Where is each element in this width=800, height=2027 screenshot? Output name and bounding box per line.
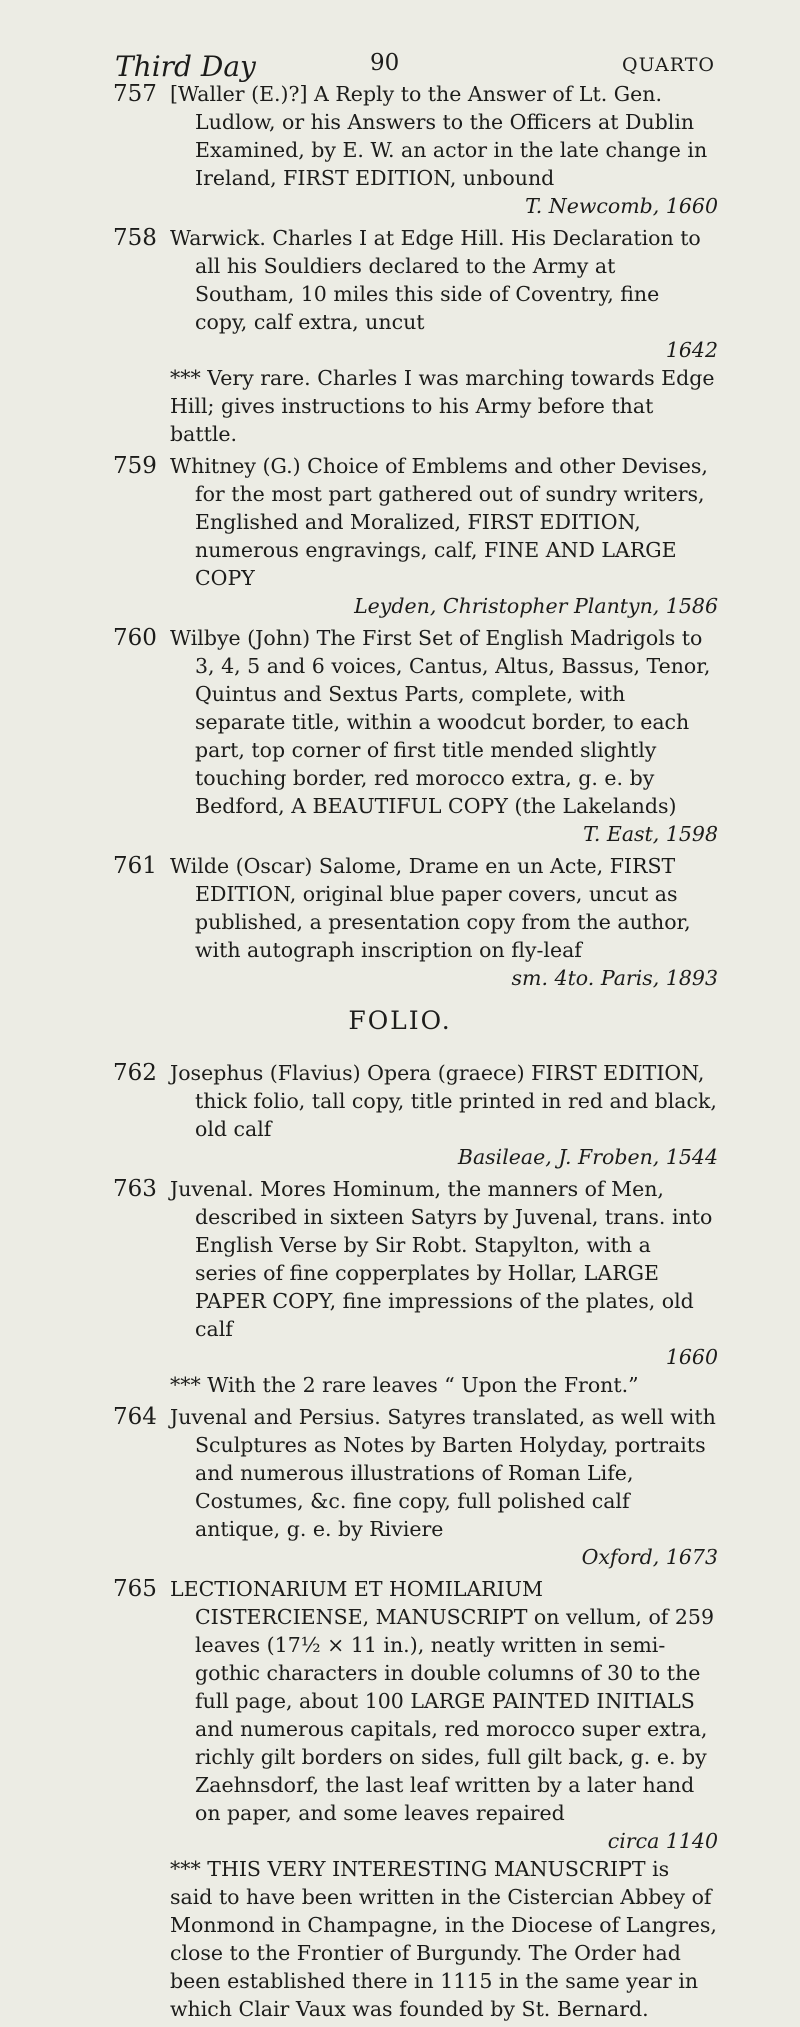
entry-description: Wilbye (John) The First Set of English Madrigols to 3, 4, 5 and 6 voices, Cantus, Altus, Bassus, Tenor, Quintus and Sextus Parts, complete, with separate title, within a woodcut border, to each part, top corner of first title mended slightly touching border, red morocco extra, g. e. by Bedford, A BEAUTIFUL COPY (the Lakelands) [170,626,711,818]
day-label: Third Day [115,50,256,83]
entry-note: *** With the 2 rare leaves “ Upon the Front.” [170,1373,639,1397]
lot-number: 765 [113,1576,157,1602]
entry-description: Josephus (Flavius) Opera (graece) FIRST EDITION, thick folio, tall copy, title printed in red and black, old calf [170,1061,717,1141]
catalogue-entry [0,1403,800,1571]
entry-imprint: Oxford, 1673 [581,1545,718,1569]
entry-description: Juvenal. Mores Hominum, the manners of Men, described in sixteen Satyrs by Juvenal, trans. into English Verse by Sir Robt. Stapylton, with a series of fine copperplates by Hollar, LARGE PAPER COPY, fine impressions of the plates, old calf [170,1177,713,1341]
entry-note: *** THIS VERY INTERESTING MANUSCRIPT is said to have been written in the Cistercian Abbey of Monmond in Champagne, in the Diocese of Langres, close to the Frontier of Burgundy. The Order had been established there in 1115 in the same year in which Clair Vaux was founded by St. Bernard. [170,1857,717,2021]
catalogue-entry [0,852,800,992]
catalogue-entry [0,80,800,220]
entry-note: *** Very rare. Charles I was marching towards Edge Hill; gives instructions to his Army before that battle. [170,366,715,446]
entry-imprint: 1642 [665,338,718,362]
catalogue-entry [0,452,800,620]
section-heading: FOLIO. [348,1006,452,1035]
catalogue-entry [0,1175,800,1399]
lot-number: 759 [113,453,157,479]
lot-number: 763 [113,1176,157,1202]
page-header [115,50,715,84]
entry-imprint: Leyden, Christopher Plantyn, 1586 [354,594,718,618]
entry-description: Whitney (G.) Choice of Emblems and other Devises, for the most part gathered out of sundry writers, Englished and Moralized, FIRST EDITION, numerous engravings, calf, FINE AND LARGE COPY [170,454,708,590]
catalogue-entry [0,624,800,848]
format-label: QUARTO [622,54,715,76]
lot-number: 760 [113,625,157,651]
entry-imprint: T. Newcomb, 1660 [525,194,718,218]
catalogue-entry [0,1575,800,2023]
entry-description: [Waller (E.)?] A Reply to the Answer of Lt. Gen. Ludlow, or his Answers to the Officers at Dublin Examined, by E. W. an actor in the late change in Ireland, FIRST EDITION, unbound [170,82,708,190]
entry-description: Wilde (Oscar) Salome, Drame en un Acte, FIRST EDITION, original blue paper covers, uncut as published, a presentation copy from the author, with autograph inscription on fly-leaf [170,854,691,962]
entry-imprint: sm. 4to. Paris, 1893 [511,966,718,990]
entry-description: LECTIONARIUM ET HOMILARIUM CISTERCIENSE, MANUSCRIPT on vellum, of 259 leaves (17½ × 11 in.), neatly written in semi-gothic characters in double columns of 30 to the full page, about 100 LARGE PAINTED INITIALS and numerous capitals, red morocco super extra, richly gilt borders on sides, full gilt back, g. e. by Zaehnsdorf, the last leaf written by a later hand on paper, and some leaves repaired [170,1577,715,1825]
entry-description: Warwick. Charles I at Edge Hill. His Declaration to all his Souldiers declared to the Army at Southam, 10 miles this side of Coventry, fine copy, calf extra, uncut [170,226,701,334]
lot-number: 757 [113,81,157,107]
lot-number: 758 [113,225,157,251]
catalogue-entry [0,1059,800,1171]
entry-description: Juvenal and Persius. Satyres translated, as well with Sculptures as Notes by Barten Holyday, portraits and numerous illustrations of Roman Life, Costumes, &c. fine copy, full polished calf antique, g. e. by Riviere [170,1405,716,1541]
entry-imprint: 1660 [665,1345,718,1369]
lot-number: 762 [113,1060,157,1086]
entry-imprint: Basileae, J. Froben, 1544 [457,1145,718,1169]
catalogue-entry [0,224,800,448]
catalogue-body [0,80,800,2027]
lot-number: 764 [113,1404,157,1430]
entry-imprint: T. East, 1598 [583,822,718,846]
lot-number: 761 [113,853,157,879]
entry-imprint: circa 1140 [607,1829,718,1853]
page-number: 90 [370,50,400,76]
